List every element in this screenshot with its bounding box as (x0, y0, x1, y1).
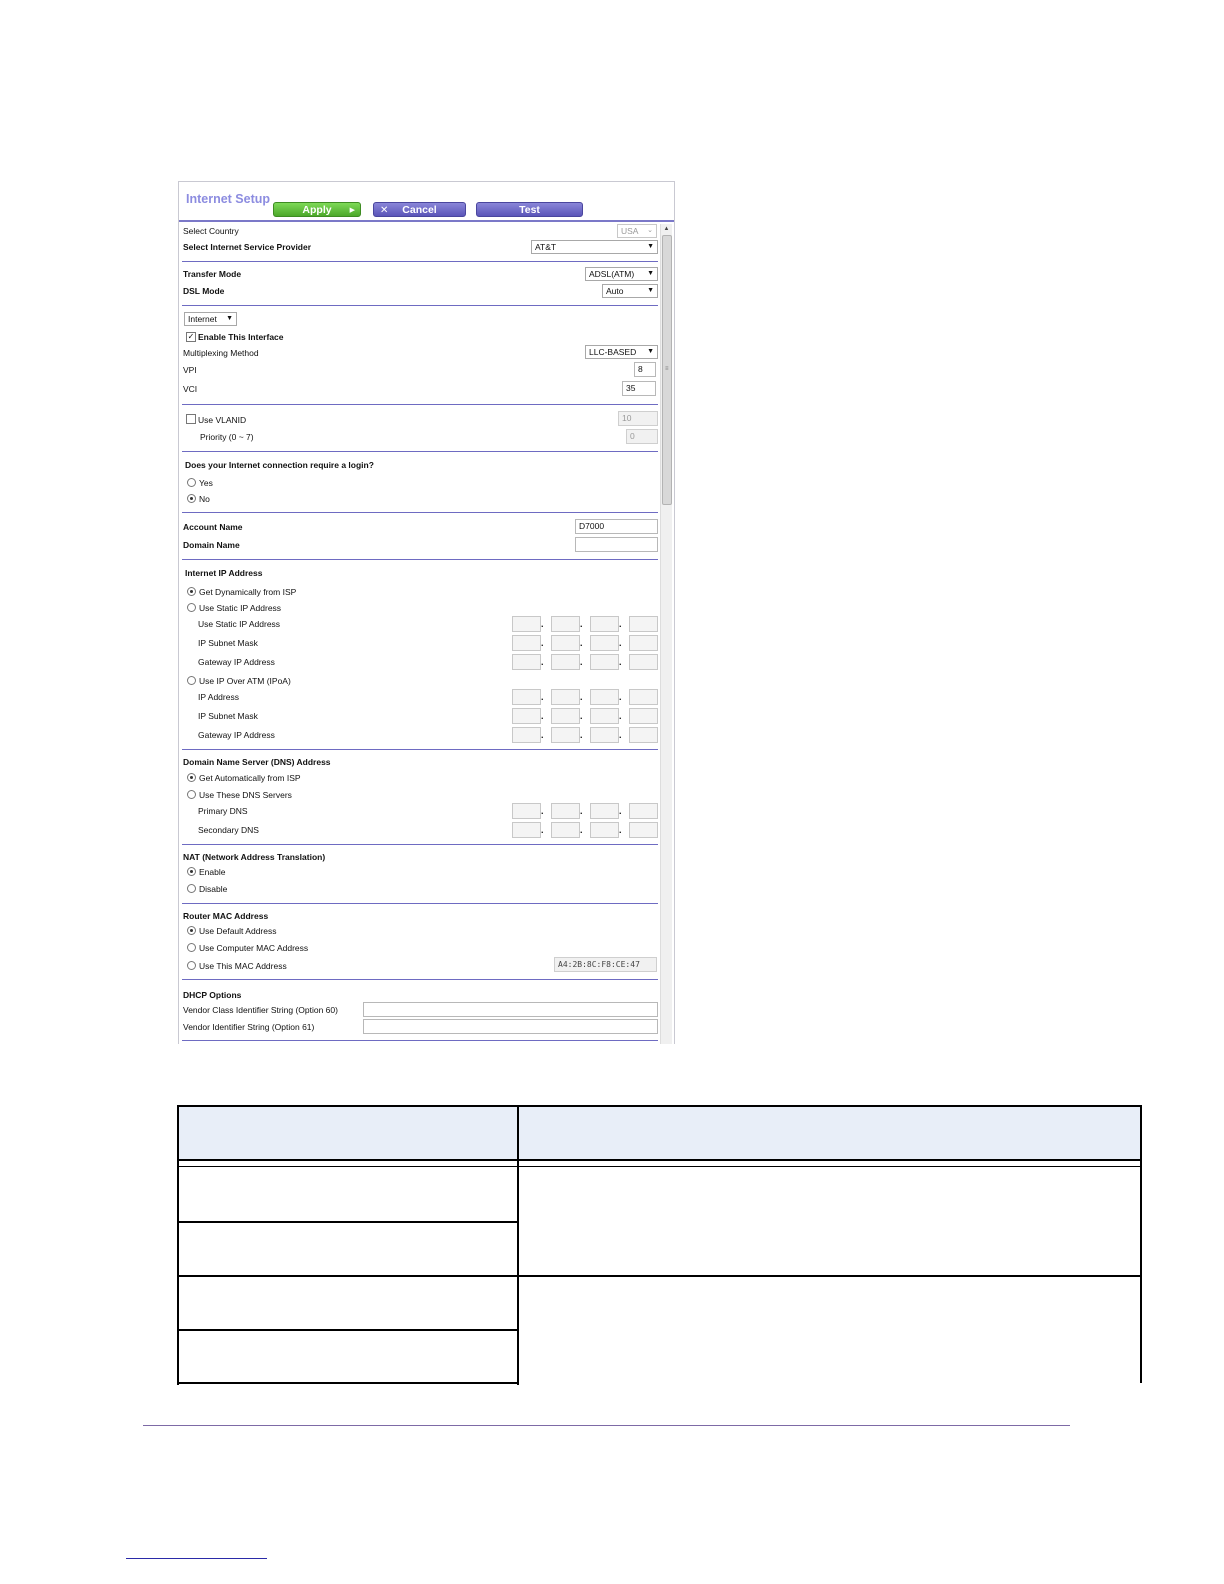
ip-octet-input[interactable] (629, 654, 658, 670)
ip-octet-input[interactable] (551, 616, 580, 632)
ip-octet-input[interactable] (512, 616, 541, 632)
ip-octet-input[interactable] (629, 635, 658, 651)
domain-name-label: Domain Name (183, 540, 240, 550)
ip-octet-input[interactable] (551, 727, 580, 743)
section-divider (182, 451, 658, 452)
priority-input[interactable]: 0 (626, 429, 658, 444)
vci-input[interactable]: 35 (622, 381, 656, 396)
login-question: Does your Internet connection require a login? (185, 460, 374, 470)
isp-select[interactable]: AT&T ▼ (531, 240, 658, 254)
ip-octet-input[interactable] (512, 822, 541, 838)
ip-octet-input[interactable] (590, 822, 619, 838)
enable-interface-checkbox[interactable]: ✓ (187, 332, 195, 341)
section-divider (182, 512, 658, 513)
section-divider (182, 305, 658, 306)
ip-octet-input[interactable] (551, 654, 580, 670)
ip-octet-input[interactable] (512, 727, 541, 743)
ip-octet-input[interactable] (629, 616, 658, 632)
mac-default-label: Use Default Address (199, 926, 277, 936)
ip-octet-input[interactable] (590, 616, 619, 632)
ip-octet-input[interactable] (629, 727, 658, 743)
apply-button[interactable]: Apply ▶ (273, 202, 361, 217)
vlanid-input[interactable]: 10 (618, 411, 658, 426)
ip-octet-input[interactable] (512, 803, 541, 819)
account-name-label: Account Name (183, 522, 243, 532)
chevron-down-icon: ▼ (647, 348, 654, 355)
use-vlanid-checkbox[interactable] (186, 414, 196, 424)
footer-link-underline (126, 1558, 267, 1559)
ip-octet-input[interactable] (512, 689, 541, 705)
ip-octet-input[interactable] (512, 654, 541, 670)
vertical-scrollbar[interactable] (660, 224, 672, 1044)
vendor-id-input[interactable] (363, 1019, 658, 1034)
ipoa-label: Use IP Over ATM (IPoA) (199, 676, 291, 686)
ip-octet-input[interactable] (629, 803, 658, 819)
ip-octet-input[interactable] (590, 727, 619, 743)
ipoa-radio[interactable] (187, 676, 196, 685)
transfer-mode-select[interactable]: ADSL(ATM) ▼ (585, 267, 658, 281)
section-divider (182, 844, 658, 845)
table-row (179, 1223, 517, 1275)
login-yes-radio[interactable] (187, 478, 196, 487)
table-header-cell-setting (177, 1105, 518, 1160)
vpi-label: VPI (183, 365, 197, 375)
dsl-mode-select[interactable]: Auto ▼ (602, 284, 658, 298)
multiplexing-select[interactable]: LLC-BASED ▼ (585, 345, 658, 359)
table-row (179, 1167, 517, 1221)
ip-octet-input[interactable] (512, 635, 541, 651)
ip-octet-input[interactable] (590, 689, 619, 705)
dsl-mode-label: DSL Mode (183, 286, 225, 296)
static-mask-label: IP Subnet Mask (198, 638, 258, 648)
chevron-down-icon: ▼ (226, 315, 233, 322)
footer-divider (143, 1425, 1070, 1426)
multiplexing-label: Multiplexing Method (183, 348, 259, 358)
ip-octet-input[interactable] (551, 803, 580, 819)
ip-octet-input[interactable] (590, 654, 619, 670)
mac-default-radio[interactable] (187, 926, 196, 935)
section-divider (182, 261, 658, 262)
nat-disable-radio[interactable] (187, 884, 196, 893)
ip-octet-input[interactable] (629, 689, 658, 705)
static-gateway-label: Gateway IP Address (198, 657, 275, 667)
interface-select[interactable]: Internet ▼ (184, 312, 237, 326)
table-row (179, 1277, 517, 1329)
ip-octet-input[interactable] (590, 635, 619, 651)
ipoa-mask-label: IP Subnet Mask (198, 711, 258, 721)
ip-octet-input[interactable] (551, 708, 580, 724)
header-divider (179, 220, 674, 222)
ip-static-radio[interactable] (187, 603, 196, 612)
login-yes-label: Yes (199, 478, 213, 488)
nat-title: NAT (Network Address Translation) (183, 852, 326, 862)
close-icon: ✕ (380, 205, 389, 216)
mac-this-label: Use This MAC Address (199, 961, 287, 971)
vendor-id-label: Vendor Identifier String (Option 61) (183, 1022, 315, 1032)
page-title: Internet Setup (186, 192, 271, 206)
isp-label: Select Internet Service Provider (183, 242, 312, 252)
section-divider (182, 979, 658, 980)
mac-title: Router MAC Address (183, 911, 269, 921)
ip-octet-input[interactable] (629, 708, 658, 724)
ip-octet-input[interactable] (512, 708, 541, 724)
cancel-button[interactable]: ✕ Cancel (373, 202, 466, 217)
dns-title: Domain Name Server (DNS) Address (183, 757, 331, 767)
chevron-down-icon: ▼ (647, 287, 654, 294)
ip-octet-input[interactable] (629, 822, 658, 838)
internet-setup-screenshot: Internet Setup Apply ▶ ✕ Cancel Test Select Country USA ⌄ Select Internet Service Provider AT&T ▼ Transfer Mode ADSL(ATM) ▼ DSL Mode Auto ▼ Internet ▼ ✓ Enable This Interface Multiplexing Method LLC-BASED ▼ VPI 8 VCI 35 Use VLANID 10 Priority (0 ~ 7) 0 Does your Internet connection require a login? Yes No Account Name D7000 Domain Name Internet IP Address Get Dynamically from ISP Use Static IP Address Use Static IP Address IP Subnet Mask Gateway IP Address Use IP Over ATM (IPoA) IP Address IP Subnet Mask Gateway IP Address . . . . . . . . . . . . . . . . . . Domain Name Server (DNS) Address Get Automatically from ISP Use These DNS Servers Primary DNS Secondary DNS . . . . . . NAT (Network Address Translation) Enable Disable Router MAC Address Use Default Address Use Computer MAC Address Use This MAC Address A4:2B:8C:F8:CE:47 DHCP Options Vendor Class Identifier String (Option 60) Vendor Identifier String (Option 61) ▲ ≡ (178, 181, 675, 1044)
grip-icon: ≡ (665, 366, 669, 372)
dns-manual-radio[interactable] (187, 790, 196, 799)
login-no-radio[interactable] (187, 494, 196, 503)
vci-label: VCI (183, 384, 198, 394)
priority-label: Priority (0 ~ 7) (200, 432, 254, 442)
chevron-down-icon: ▼ (647, 243, 654, 250)
mac-this-radio[interactable] (187, 961, 196, 970)
chevron-down-icon: ▼ (647, 270, 654, 277)
transfer-mode-label: Transfer Mode (183, 269, 242, 279)
section-divider (182, 404, 658, 405)
primary-dns-label: Primary DNS (198, 806, 248, 816)
country-select[interactable]: USA ⌄ (617, 224, 657, 238)
section-divider (182, 559, 658, 560)
ip-static-label: Use Static IP Address (199, 603, 282, 613)
scroll-up-arrow-icon[interactable]: ▲ (663, 226, 670, 232)
settings-table (177, 1105, 1142, 1385)
account-name-input[interactable]: D7000 (575, 519, 658, 534)
nat-disable-label: Disable (199, 884, 228, 894)
vendor-class-label: Vendor Class Identifier String (Option 60) (183, 1005, 338, 1015)
secondary-dns-label: Secondary DNS (198, 825, 259, 835)
dns-auto-radio[interactable] (187, 773, 196, 782)
mac-computer-radio[interactable] (187, 943, 196, 952)
internet-ip-title: Internet IP Address (185, 568, 263, 578)
mac-address-input[interactable]: A4:2B:8C:F8:CE:47 (554, 957, 657, 972)
play-arrow-icon: ▶ (349, 207, 355, 214)
domain-name-input[interactable] (575, 537, 658, 552)
ip-dynamic-radio[interactable] (187, 587, 196, 596)
login-no-label: No (199, 494, 210, 504)
section-divider (182, 1040, 658, 1041)
ipoa-gateway-label: Gateway IP Address (198, 730, 275, 740)
mac-computer-label: Use Computer MAC Address (199, 943, 309, 953)
ipoa-ip-label: IP Address (198, 692, 239, 702)
dns-auto-label: Get Automatically from ISP (199, 773, 301, 783)
country-label: Select Country (183, 226, 239, 236)
dns-manual-label: Use These DNS Servers (199, 790, 292, 800)
use-vlanid-label: Use VLANID (198, 415, 247, 425)
ip-dynamic-label: Get Dynamically from ISP (199, 587, 297, 597)
ip-octet-input[interactable] (551, 689, 580, 705)
enable-interface-label: Enable This Interface (198, 332, 284, 342)
test-button[interactable]: Test (476, 202, 583, 217)
table-row (179, 1331, 517, 1382)
table-header-cell-description (518, 1105, 1142, 1160)
static-ip-label: Use Static IP Address (198, 619, 281, 629)
ip-octet-input[interactable] (551, 822, 580, 838)
vendor-class-input[interactable] (363, 1002, 658, 1017)
ip-octet-input[interactable] (590, 708, 619, 724)
vpi-input[interactable]: 8 (634, 362, 656, 377)
nat-enable-label: Enable (199, 867, 226, 877)
nat-enable-radio[interactable] (187, 867, 196, 876)
ip-octet-input[interactable] (551, 635, 580, 651)
section-divider (182, 903, 658, 904)
scrollbar-thumb[interactable] (662, 235, 672, 505)
ip-octet-input[interactable] (590, 803, 619, 819)
section-divider (182, 749, 658, 750)
chevron-down-icon: ⌄ (647, 227, 653, 234)
dhcp-title: DHCP Options (183, 990, 242, 1000)
